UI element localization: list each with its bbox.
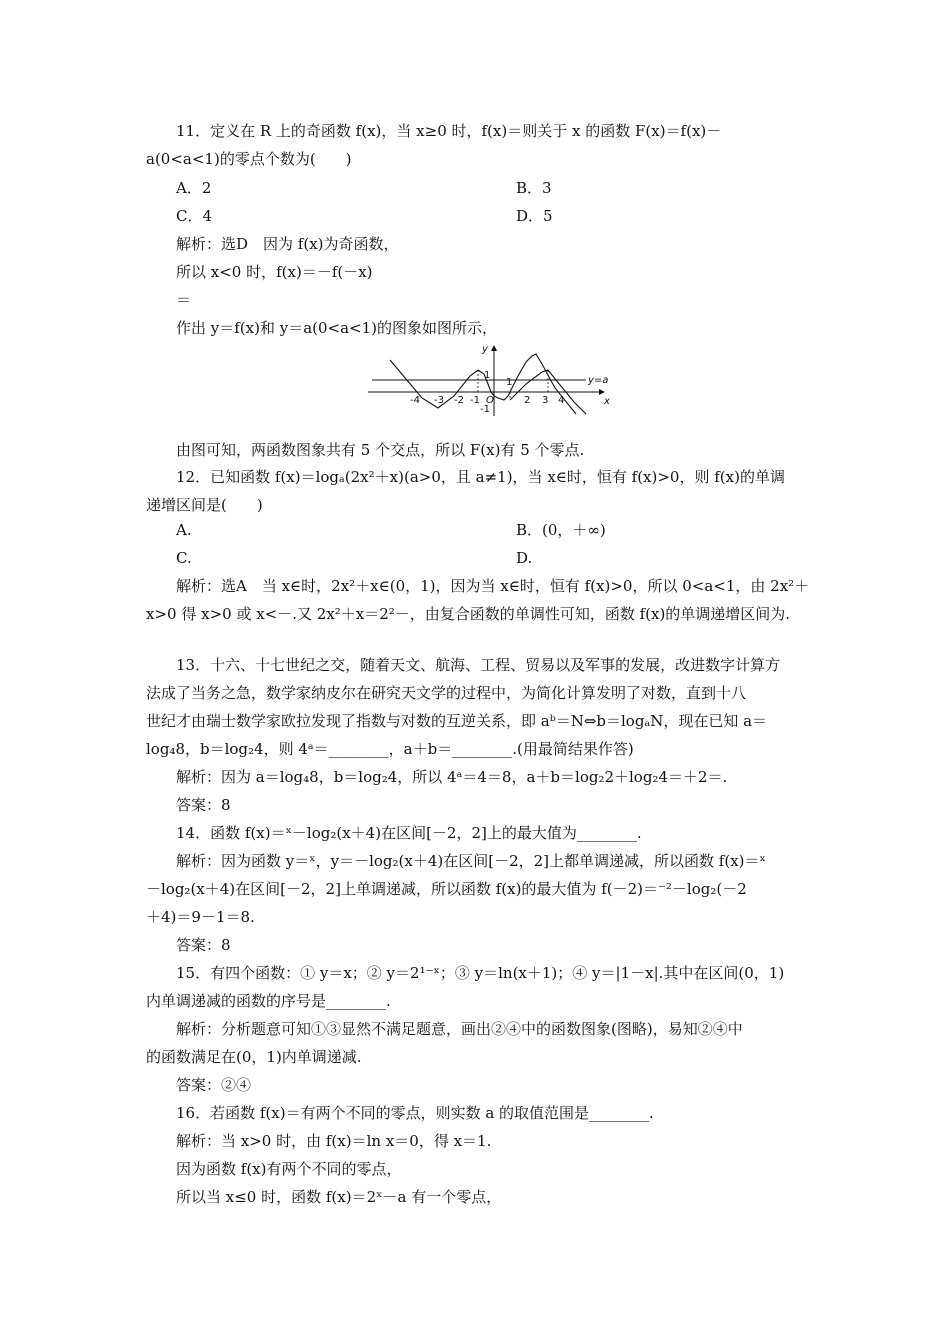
x-tick-neg4: -4 (410, 395, 420, 406)
q11-option-b: B．3 (516, 179, 552, 197)
q11-analysis-line2: 所以 x<0 时，f(x)＝－f(－x) (176, 263, 373, 281)
q11-option-a: A．2 (176, 179, 212, 197)
q11-analysis-line4: 作出 y＝f(x)和 y＝a(0<a<1)的图象如图所示， (176, 319, 498, 337)
q12-analysis-line1: 解析：选A 当 x∈时，2x²＋x∈(0，1)，因为当 x∈时，恒有 f(x)>0，所以 0<a<1，由 2x²＋ (176, 577, 810, 595)
q11-analysis-line3: ＝ (176, 291, 192, 309)
q11-analysis-line1: 解析：选D 因为 f(x)为奇函数， (176, 235, 399, 253)
q12-stem-line1: 12．已知函数 f(x)＝logₐ(2x²＋x)(a>0，且 a≠1)，当 x∈时，恒有 f(x)>0，则 f(x)的单调 (176, 468, 785, 486)
q12-option-a: A. (176, 521, 192, 539)
q14-analysis-line3: ＋4)＝9－1＝8. (146, 908, 255, 926)
q11-stem-line2: a(0<a<1)的零点个数为( ) (146, 150, 352, 168)
q13-stem-line2: 法成了当务之急，数学家纳皮尔在研究天文学的过程中，为简化计算发明了对数，直到十八 (146, 684, 747, 702)
q16-analysis-line2: 因为函数 f(x)有两个不同的零点， (176, 1160, 402, 1178)
q16-analysis-line1: 解析：当 x>0 时，由 f(x)＝ln x＝0，得 x＝1. (176, 1132, 492, 1150)
y-tick-1: 1 (484, 370, 491, 381)
q14-stem: 14．函数 f(x)＝ˣ－log₂(x＋4)在区间[－2，2]上的最大值为________. (176, 824, 642, 842)
q14-answer: 答案：8 (176, 936, 231, 954)
y-tick-neg1: -1 (480, 404, 490, 415)
function-graph (360, 340, 620, 420)
x-tick-neg3: -3 (434, 395, 444, 406)
q15-answer: 答案：②④ (176, 1076, 252, 1094)
q12-option-b: B．(0，＋∞) (516, 521, 606, 539)
x-tick-neg1: -1 (470, 395, 480, 406)
q13-stem-line4: log₄8，b＝log₂4，则 4ᵃ＝________，a＋b＝________.(用最简结果作答) (146, 740, 634, 758)
q11-conclusion: 由图可知，两函数图象共有 5 个交点，所以 F(x)有 5 个零点. (176, 441, 585, 459)
q15-stem-line2: 内单调递减的函数的序号是________. (146, 992, 391, 1010)
q13-stem-line3: 世纪才由瑞士数学家欧拉发现了指数与对数的互逆关系，即 aᵇ＝N⇔b＝logₐN，现在已知 a＝ (146, 712, 768, 730)
x-tick-1: 1 (506, 377, 513, 388)
q12-analysis-line2: x>0 得 x>0 或 x<－.又 2x²＋x＝2²－，由复合函数的单调性可知，函数 f(x)的单调递增区间为. (146, 605, 791, 623)
x-tick-2: 2 (524, 395, 531, 406)
q12-option-d: D. (516, 549, 533, 567)
x-axis-label: x (604, 396, 610, 407)
q11-option-d: D．5 (516, 207, 553, 225)
q15-analysis-line1: 解析：分析题意可知①③显然不满足题意，画出②④中的函数图象(图略)，易知②④中 (176, 1020, 743, 1038)
q13-answer: 答案：8 (176, 796, 231, 814)
line-label: y=a (588, 375, 609, 386)
q11-option-c: C．4 (176, 207, 213, 225)
q12-option-c: C. (176, 549, 192, 567)
q16-stem: 16．若函数 f(x)＝有两个不同的零点，则实数 a 的取值范围是________. (176, 1104, 654, 1122)
q13-stem-line1: 13．十六、十七世纪之交，随着天文、航海、工程、贸易以及军事的发展，改进数字计算方 (176, 656, 781, 674)
origin-label: O (486, 395, 494, 406)
q13-analysis: 解析：因为 a＝log₄8，b＝log₂4，所以 4ᵃ＝4＝8，a＋b＝log₂2＋log₂4＝＋2＝. (176, 768, 728, 786)
q14-analysis-line2: －log₂(x＋4)在区间[－2，2]上单调递减，所以函数 f(x)的最大值为 f(－2)＝⁻²－log₂(－2 (146, 880, 747, 898)
q15-stem-line1: 15．有四个函数：① y＝x；② y＝2¹⁻ˣ；③ y＝ln(x＋1)；④ y＝|1－x|.其中在区间(0，1) (176, 964, 785, 982)
x-tick-3: 3 (542, 395, 549, 406)
x-tick-neg2: -2 (454, 395, 464, 406)
q11-stem-line1: 11．定义在 R 上的奇函数 f(x)，当 x≥0 时，f(x)＝则关于 x 的函数 F(x)＝f(x)－ (176, 122, 722, 140)
y-axis-label: y (482, 344, 488, 355)
x-tick-4: 4 (558, 395, 565, 406)
q14-analysis-line1: 解析：因为函数 y＝ˣ，y＝－log₂(x＋4)在区间[－2，2]上都单调递减，所以函数 f(x)＝ˣ (176, 852, 766, 870)
q16-analysis-line3: 所以当 x≤0 时，函数 f(x)＝2ˣ－a 有一个零点， (176, 1188, 502, 1206)
q15-analysis-line2: 的函数满足在(0，1)内单调递减. (146, 1048, 362, 1066)
q12-stem-line2: 递增区间是( ) (146, 496, 263, 514)
